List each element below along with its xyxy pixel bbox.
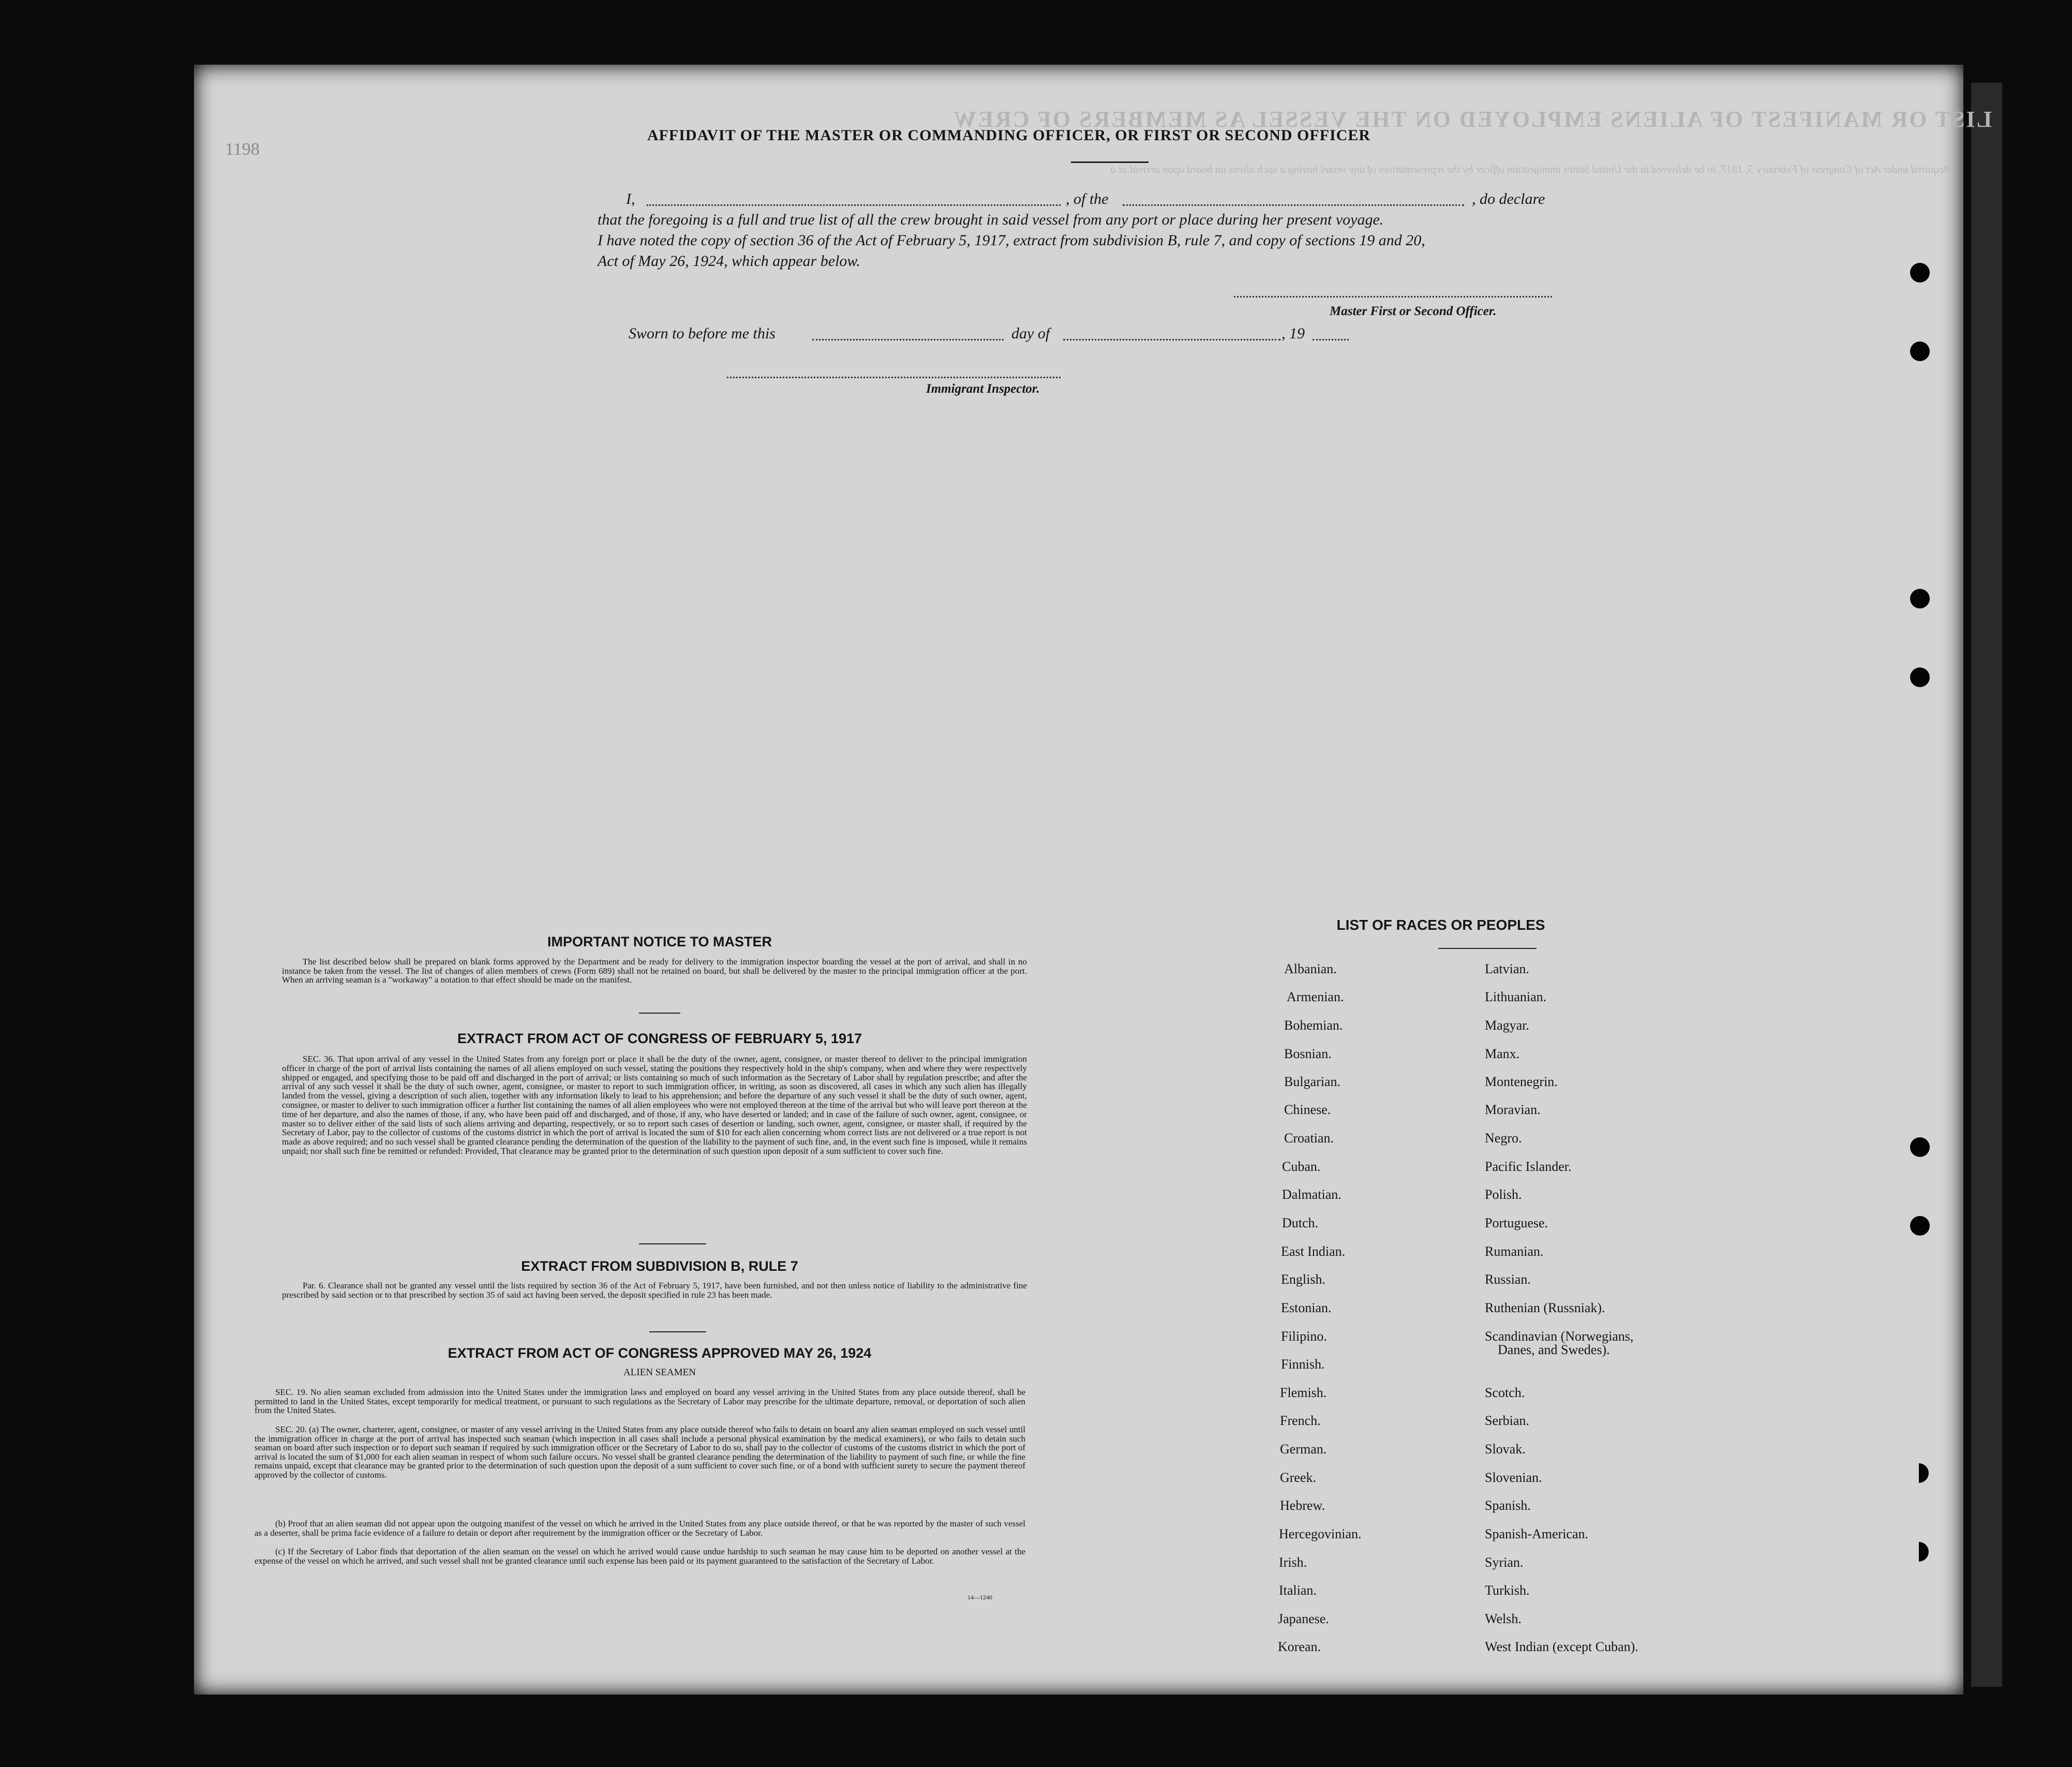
race-item: Hercegovinian. (1279, 1526, 1362, 1541)
sworn-month-blank (1063, 339, 1280, 340)
divider (649, 1331, 706, 1332)
race-item: West Indian (except Cuban). (1485, 1639, 1638, 1654)
notice-title: IMPORTANT NOTICE TO MASTER (547, 934, 772, 949)
race-item: Korean. (1278, 1639, 1321, 1654)
race-item: Albanian. (1284, 961, 1337, 976)
races-title: LIST OF RACES OR PEOPLES (1336, 917, 1545, 933)
sheet-edge (1971, 83, 2002, 1687)
race-item: German. (1280, 1442, 1327, 1457)
extract-1917-title: EXTRACT FROM ACT OF CONGRESS OF FEBRUARY 5, 1917 (457, 1031, 862, 1046)
sec-19-text: SEC. 19. No alien seaman excluded from admission into the United States under the immigration laws and employed on board any vessel arriving in the United States from any place outside thereof, shall be permitted to land in the United States, except temporarily for medical treatment, or pursuant to such regulations as the Secretary of Labor may prescribe for the ultimate departure, removal, or deportation of such alien from the United States. (255, 1387, 1025, 1415)
race-item: Italian. (1279, 1583, 1317, 1598)
race-item: Welsh. (1485, 1611, 1522, 1626)
race-item: Estonian. (1281, 1300, 1332, 1315)
race-item: Portuguese. (1485, 1215, 1548, 1230)
divider (1071, 161, 1149, 163)
race-item: Ruthenian (Russniak). (1485, 1300, 1605, 1315)
affidavit-line-2: that the foregoing is a full and true list of all the crew brought in said vessel from any port or place during her present voyage. (598, 211, 1384, 228)
inspector-signature-label: Immigrant Inspector. (926, 382, 1040, 396)
race-item: Dutch. (1282, 1215, 1319, 1230)
race-item: Cuban. (1282, 1159, 1321, 1174)
punch-hole (1909, 1463, 1929, 1483)
race-item: Irish. (1279, 1555, 1307, 1570)
vessel-prefix: , of the (1066, 190, 1109, 207)
race-item: Flemish. (1280, 1385, 1327, 1400)
punch-hole (1910, 1216, 1930, 1236)
rule-7-text: Par. 6. Clearance shall not be granted any vessel until the lists required by section 36 of the Act of February 5, 1917, have been furnished, and not then unless notice of liability to the administrative fine prescribed by said section or to that prescribed by section 35 of said act having been served, the deposit specified in rule 23 has been made. (282, 1281, 1027, 1300)
divider (1438, 948, 1537, 949)
race-item: Slovenian. (1485, 1470, 1542, 1485)
race-item: Chinese. (1284, 1102, 1331, 1117)
affidavit-line-1 (626, 189, 1583, 210)
sec-20b-text: (b) Proof that an alien seaman did not appear upon the outgoing manifest of the vessel on which he arrived in the United States from any place outside thereof, or that he was reported by the master of such vessel as a deserter, shall be prima facie evidence of a failure to detain or deport after requirement by the immigration officer or the Secretary of Labor. (255, 1519, 1025, 1538)
race-item: Turkish. (1485, 1583, 1530, 1598)
punch-hole (1910, 667, 1930, 687)
sworn-year-blank (1313, 339, 1349, 340)
punch-hole (1910, 589, 1930, 608)
extract-1917-text: SEC. 36. That upon arrival of any vessel in the United States from any foreign port or place it shall be the duty of the owner, agent, consignee, or master thereof to deliver to the principal immigration officer in charge of the port of arrival lists containing the names of all aliens employed on such vessel, stating the positions they respectively hold in the ship's company, when and where they were respectively shipped or engaged, and specifying those to be paid off and discharged in the port of arrival; or lists containing so much of such information as the Secretary of Labor shall by regulation prescribe; and after the arrival of any such vessel it shall be the duty of such owner, agent, consignee, or master to report to such immigration officer, in writing, as soon as discovered, all cases in which any such alien has illegally landed from the vessel, giving a description of such alien, together with any information likely to lead to his apprehension; and before the departure of any such vessel it shall be the duty of such owner, agent, consignee, or master to deliver to such immigration officer a further list containing the names of all alien employees who were not employed thereon at the time of the arrival but who will leave port thereon at the time of her departure, and also the names of those, if any, who have been paid off and discharged, and of those, if any, who have deserted or landed; and in case of the failure of such owner, agent, consignee, or master so to deliver either of the said lists of such aliens arriving and departing, respectively, or so to report such cases of desertion or landing, such owner, agent, consignee, or master shall, if required by the Secretary of Labor, pay to the collector of customs of the customs district in which the port of arrival is located the sum of $10 for each alien concerning whom correct lists are not delivered or a true report is not made as above required; and no such vessel shall be granted clearance pending the determination of the question of the liability to the payment of such fine, and, in the event such fine is imposed, while it remains unpaid; nor shall such fine be remitted or refunded: Provided, That clearance may be granted prior to the determination of such question upon deposit of a sum sufficient to cover such fine. (282, 1054, 1027, 1156)
master-signature-label: Master First or Second Officer. (1330, 304, 1497, 318)
race-item: Rumanian. (1485, 1244, 1544, 1259)
race-item: Dalmatian. (1282, 1187, 1341, 1202)
race-item: Serbian. (1485, 1413, 1529, 1428)
vessel-name-blank (1123, 204, 1464, 206)
divider (639, 1243, 706, 1244)
race-item: Syrian. (1485, 1555, 1524, 1570)
notice-text: The list described below shall be prepared on blank forms approved by the Department and be ready for delivery to the immigration inspector boarding the vessel at the port of arrival, and shall in no instance be taken from the vessel. The list of changes of alien members of crews (Form 689) shall not be retained on board, but shall be delivered by the master to the principal immigration officer at the port. When an arriving seaman is a "workaway" a notation to that effect should be made on the manifest. (282, 957, 1027, 985)
race-item: Polish. (1485, 1187, 1522, 1202)
page-number: 1198 (225, 140, 260, 159)
declare-suffix: , do declare (1472, 190, 1545, 207)
form-number: 14—1240 (967, 1594, 992, 1601)
sworn-day-blank (812, 339, 1004, 340)
punch-hole (1909, 1542, 1929, 1562)
sworn-day-label: day of (1011, 325, 1050, 342)
race-item: Filipino. (1281, 1329, 1327, 1344)
sec-20a-text: SEC. 20. (a) The owner, charterer, agent, consignee, or master of any vessel arriving in the United States from any place outside thereof who fails to detain on board any alien seaman employed on such vessel until the immigration officer in charge at the port of arrival has inspected such seaman (which inspection in all cases shall include a personal physical examination by the medical examiners), or who fails to detain such seaman on board after such inspection or to deport such seaman if required by such immigration officer or the Secretary of Labor to do so, shall pay to the collector of customs of the customs district in which the port of arrival is located the sum of $1,000 for each alien seaman in respect of whom such failure occurs. No vessel shall be granted clearance pending the determination of the liability to payment of such fine, or while the fine remains unpaid, except that clearance may be granted prior to the determination of such question upon the deposit of a sum sufficient to cover such fine, or of a bond with sufficient surety to secure the payment thereof approved by the collector of customs. (255, 1424, 1025, 1480)
race-item: French. (1280, 1413, 1321, 1428)
race-item: Pacific Islander. (1485, 1159, 1572, 1174)
race-item: Spanish. (1485, 1498, 1531, 1513)
bleed-through-title: LIST OR MANIFEST OF ALIENS EMPLOYED ON THE VESSEL AS MEMBERS OF CREW (952, 107, 1992, 132)
bleed-through-subtitle: Required under Act of Congress of February 5, 1917, to be delivered to the United States immigration officer by the representatives of any vessel having a such aliens on board upon arrival at a (1110, 163, 1950, 175)
race-item: Manx. (1485, 1046, 1520, 1061)
punch-hole (1910, 263, 1930, 283)
race-item: Scandinavian (Norwegians, (1485, 1329, 1634, 1344)
race-item: Spanish-American. (1485, 1526, 1589, 1541)
race-item: English. (1281, 1272, 1325, 1287)
race-item: Japanese. (1278, 1611, 1329, 1626)
race-item: Moravian. (1485, 1102, 1541, 1117)
race-item: Latvian. (1485, 961, 1529, 976)
inspector-signature-line (727, 377, 1061, 378)
race-item: Magyar. (1485, 1018, 1529, 1033)
race-item: Armenian. (1287, 989, 1344, 1004)
race-item: Lithuanian. (1485, 989, 1547, 1004)
affidavit-line-4: Act of May 26, 1924, which appear below. (598, 253, 860, 270)
declarant-prefix: I, (626, 190, 635, 207)
extract-1924-title: EXTRACT FROM ACT OF CONGRESS APPROVED MAY 26, 1924 (448, 1345, 872, 1361)
race-item: Negro. (1485, 1131, 1522, 1146)
race-item: Greek. (1280, 1470, 1317, 1485)
master-signature-line (1234, 296, 1552, 298)
race-item: Croatian. (1284, 1131, 1334, 1146)
race-item: Scotch. (1485, 1385, 1525, 1400)
race-item: Bohemian. (1284, 1018, 1343, 1033)
alien-seamen-subtitle: ALIEN SEAMEN (623, 1367, 696, 1378)
race-item: Montenegrin. (1485, 1074, 1558, 1089)
declarant-name-blank (647, 204, 1061, 206)
race-item: Slovak. (1485, 1442, 1526, 1457)
sworn-line (629, 323, 1586, 344)
divider (639, 1013, 680, 1014)
race-item: Finnish. (1281, 1357, 1325, 1372)
punch-hole (1910, 341, 1930, 361)
race-item: Bulgarian. (1284, 1074, 1341, 1089)
race-item: Hebrew. (1280, 1498, 1325, 1513)
race-item: East Indian. (1281, 1244, 1346, 1259)
sworn-year-label: , 19 (1281, 325, 1305, 342)
race-item: Russian. (1485, 1272, 1531, 1287)
sworn-prefix: Sworn to before me this (629, 325, 776, 342)
race-item: Danes, and Swedes). (1498, 1342, 1610, 1357)
affidavit-heading: AFFIDAVIT OF THE MASTER OR COMMANDING OFFICER, OR FIRST OR SECOND OFFICER (647, 127, 1371, 144)
rule-7-title: EXTRACT FROM SUBDIVISION B, RULE 7 (521, 1258, 798, 1274)
sec-20c-text: (c) If the Secretary of Labor finds that deportation of the alien seaman on the vessel on which he arrived would cause undue hardship to such seaman he may cause him to be deported on another vessel at the expense of the vessel on which he arrived, and such vessel shall not be granted clearance until such expense has been paid or its payment guaranteed to the satisfaction of the Secretary of Labor. (255, 1547, 1025, 1566)
affidavit-line-3: I have noted the copy of section 36 of the Act of February 5, 1917, extract from subdivision B, rule 7, and copy of sections 19 and 20, (598, 232, 1425, 249)
race-item: Bosnian. (1284, 1046, 1332, 1061)
punch-hole (1910, 1137, 1930, 1157)
